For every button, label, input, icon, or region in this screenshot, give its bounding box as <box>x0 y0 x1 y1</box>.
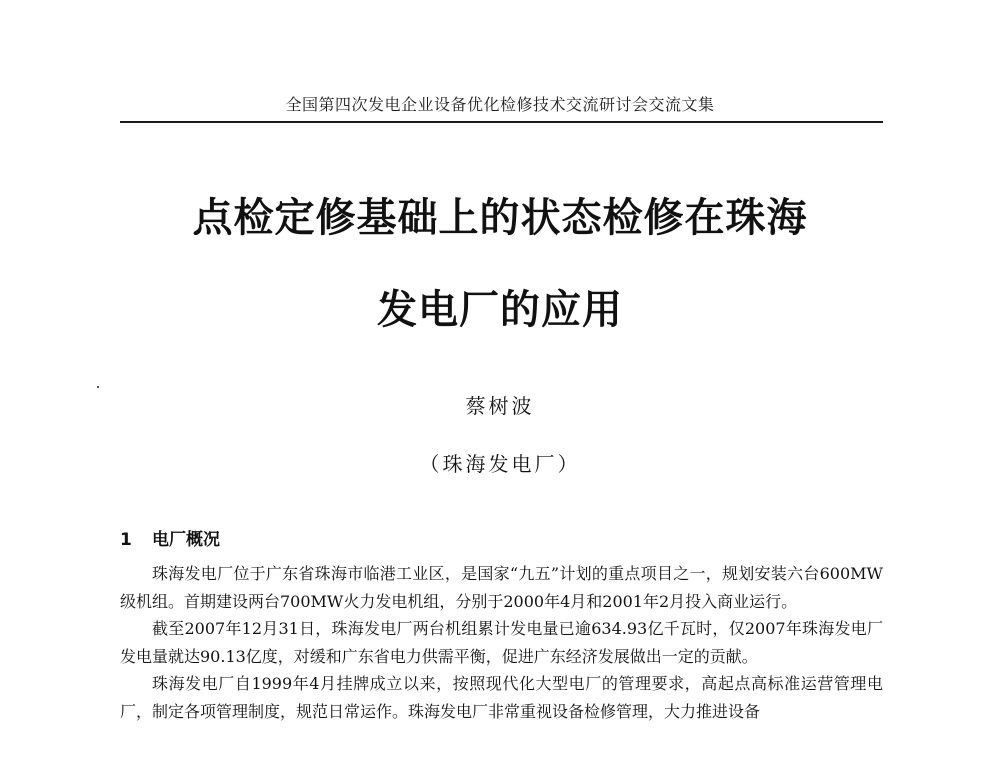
running-header: 全国第四次发电企业设备优化检修技术交流研讨会交流文集 <box>285 95 715 114</box>
body-paragraph: 截至2007年12月31日，珠海发电厂两台机组累计发电量已逾634.93亿千瓦时，仅2007年珠海发电厂发电量就达90.13亿度，对缓和广东省电力供需平衡，促进广东经济发展做出一定的贡献。 <box>120 619 883 666</box>
paper-title-line-2: 发电厂的应用 <box>377 287 623 333</box>
section-number: 1 <box>120 530 132 550</box>
header-rule <box>120 121 883 123</box>
paper-title-line-1: 点检定修基础上的状态检修在珠海 <box>192 195 808 241</box>
section-title: 电厂概况 <box>152 530 220 550</box>
section-heading <box>120 525 220 550</box>
section-body <box>120 560 883 725</box>
author-name: 蔡树波 <box>465 394 535 418</box>
body-paragraph: 珠海发电厂位于广东省珠海市临港工业区，是国家“九五”计划的重点项目之一，规划安装六台600MW级机组。首期建设两台700MW火力发电机组，分别于2000年4月和2001年2月投入商业运行。 <box>120 564 883 611</box>
author-affiliation: （珠海发电厂） <box>419 452 581 476</box>
scan-speck <box>97 386 99 388</box>
body-paragraph: 珠海发电厂自1999年4月挂牌成立以来，按照现代化大型电厂的管理要求，高起点高标准运营管理电厂，制定各项管理制度，规范日常运作。珠海发电厂非常重视设备检修管理，大力推进设备 <box>120 674 883 721</box>
